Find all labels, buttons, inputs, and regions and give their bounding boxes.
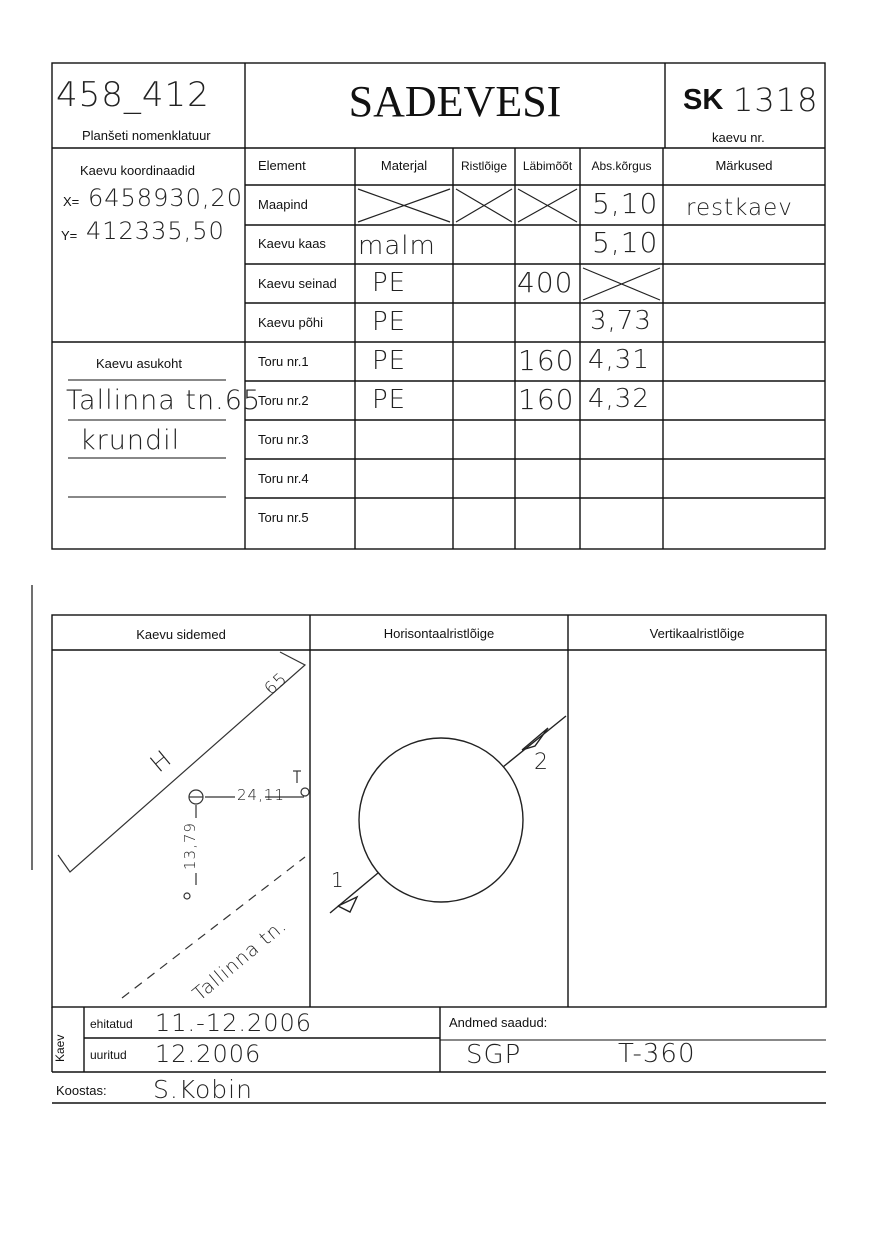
row-material: malm [358, 231, 436, 261]
row-material: PE [372, 307, 407, 337]
col-material: Materjal [380, 158, 428, 173]
built-date: 11.-12.2006 [155, 1009, 313, 1037]
location-line1: Tallinna tn.65 [66, 385, 262, 416]
row-element: Kaevu seinad [258, 276, 337, 291]
x-coordinate: 6458930,20 [88, 184, 244, 212]
col-element: Element [258, 158, 306, 173]
surveyed-date: 12.2006 [155, 1040, 262, 1068]
row-diameter: 400 [517, 266, 574, 299]
row-element: Kaevu kaas [258, 236, 326, 251]
row-height: 4,32 [588, 384, 650, 414]
kaev-label: Kaev [53, 1034, 67, 1062]
surveyed-label: uuritud [90, 1048, 127, 1062]
col-notes: Märkused [715, 158, 773, 173]
source-value-1: SGP [466, 1040, 522, 1070]
vertical-section-label: Vertikaalristlõige [649, 626, 745, 641]
row-height: 3,73 [590, 306, 652, 336]
col-abs-height: Abs.kõrgus [591, 159, 652, 173]
row-element: Toru nr.3 [258, 432, 309, 447]
row-element: Toru nr.4 [258, 471, 309, 486]
building-number: 65 [260, 668, 292, 700]
well-prefix: SK [683, 84, 724, 116]
col-diameter: Läbimõõt [522, 159, 573, 173]
row-element: Maapind [258, 197, 308, 212]
row-height: 5,10 [592, 226, 659, 259]
author-signature: S.Kobin [153, 1075, 253, 1104]
row-element: Toru nr.5 [258, 510, 309, 525]
row-height: 4,31 [588, 345, 650, 375]
sheet-label: Planšeti nomenklatuur [82, 128, 211, 143]
x-prefix: X= [63, 194, 80, 209]
source-value-2: T-360 [618, 1039, 696, 1069]
distance-vertical: 13,79 [181, 822, 199, 870]
coordinates-label: Kaevu koordinaadid [80, 163, 195, 178]
row-material: PE [372, 385, 407, 415]
row-notes: restkaev [686, 195, 793, 221]
links-section-label: Kaevu sidemed [136, 627, 226, 642]
y-prefix: Y= [61, 228, 78, 243]
row-element: Kaevu põhi [258, 315, 324, 330]
page-title: SADEVESI [348, 77, 562, 126]
source-label: Andmed saadud: [449, 1015, 548, 1030]
location-label: Kaevu asukoht [96, 356, 183, 371]
row-diameter: 160 [518, 383, 575, 416]
distance-horizontal: 24,11 [237, 786, 285, 804]
pipe-2-label: 2 [534, 750, 549, 775]
sheet-number: 458_412 [56, 75, 210, 115]
pipe-1-label: 1 [331, 868, 345, 892]
location-line2: krundil [80, 425, 181, 456]
well-number: 1318 [733, 81, 819, 119]
street-label: Tallinna tn. [188, 914, 292, 1006]
horizontal-section-drawing [330, 716, 566, 913]
well-label: kaevu nr. [712, 130, 765, 145]
author-label: Koostas: [56, 1083, 107, 1098]
building-letter: H [144, 744, 178, 778]
row-material: PE [372, 346, 407, 376]
y-coordinate: 412335,50 [86, 217, 225, 245]
row-height: 5,10 [592, 187, 659, 220]
col-cross-section: Ristlõige [460, 159, 508, 173]
row-element: Toru nr.1 [258, 354, 309, 369]
row-diameter: 160 [518, 344, 575, 377]
row-element: Toru nr.2 [258, 393, 309, 408]
horizontal-section-label: Horisontaalristlõige [383, 626, 495, 641]
built-label: ehitatud [90, 1017, 133, 1031]
row-material: PE [372, 268, 407, 298]
